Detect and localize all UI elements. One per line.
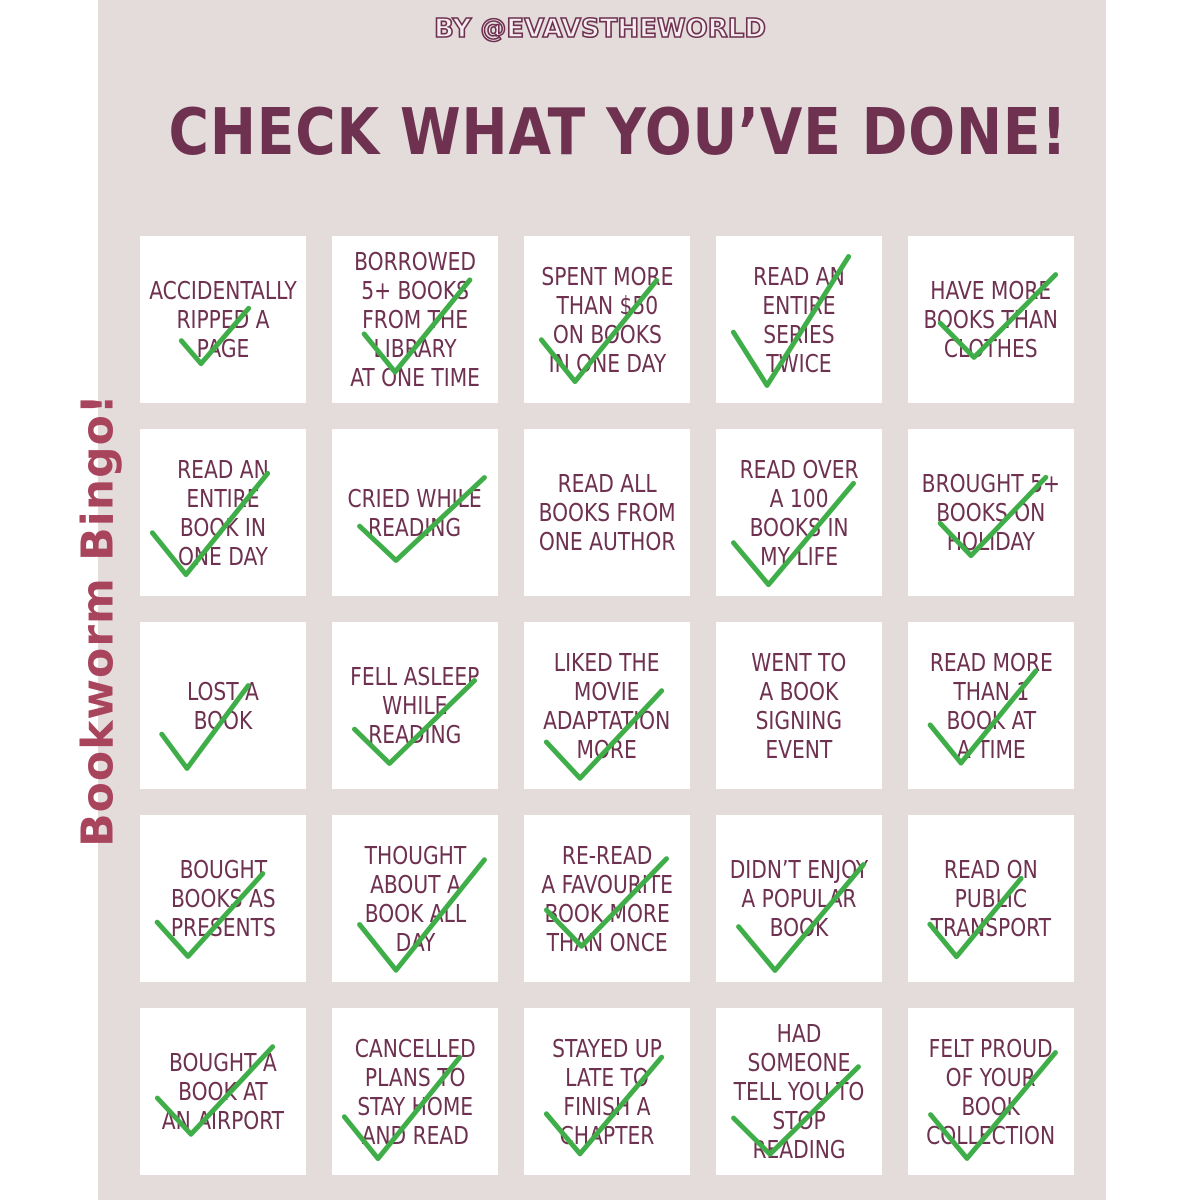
bingo-cell[interactable]: [524, 236, 690, 403]
bingo-cell[interactable]: [716, 815, 882, 982]
bingo-cell-label: READ MORE THAN 1 BOOK AT A TIME: [929, 647, 1053, 764]
bingo-cell-label: THOUGHT ABOUT A BOOK ALL DAY: [364, 840, 466, 957]
credit-line: BY @EVAVSTHEWORLD: [434, 14, 766, 44]
bingo-cell[interactable]: [716, 1008, 882, 1175]
bingo-cell-label: WENT TO A BOOK SIGNING EVENT: [751, 647, 847, 764]
bingo-cell-label: READ ON PUBLIC TRANSPORT: [930, 855, 1052, 942]
bingo-cell-label: SPENT MORE THAN $50 ON BOOKS IN ONE DAY: [540, 261, 674, 378]
bingo-cell[interactable]: [140, 429, 306, 596]
bingo-cell[interactable]: [716, 236, 882, 403]
bingo-cell[interactable]: [908, 1008, 1074, 1175]
bingo-cell-label: READ AN ENTIRE SERIES TWICE: [753, 261, 845, 378]
bingo-cell[interactable]: [908, 815, 1074, 982]
bingo-cell-label: HAVE MORE BOOKS THAN CLOTHES: [923, 276, 1059, 363]
bingo-cell-label: FELL ASLEEP WHILE READING: [350, 662, 480, 749]
bingo-cell[interactable]: [332, 815, 498, 982]
bingo-cell-label: BROUGHT 5+ BOOKS ON HOLIDAY: [921, 469, 1061, 556]
bingo-cell-label: READ ALL BOOKS FROM ONE AUTHOR: [538, 469, 676, 556]
bingo-cell[interactable]: [524, 815, 690, 982]
bingo-cell-label: ACCIDENTALLY RIPPED A PAGE: [149, 276, 297, 363]
bingo-cell[interactable]: [524, 622, 690, 789]
bingo-cell-label: LIKED THE MOVIE ADAPTATION MORE: [543, 647, 671, 764]
bingo-cell-label: RE-READ A FAVOURITE BOOK MORE THAN ONCE: [541, 840, 673, 957]
bingo-cell-label: HAD SOMEONE TELL YOU TO STOP READING: [733, 1019, 865, 1164]
bingo-cell[interactable]: [332, 1008, 498, 1175]
bingo-cell[interactable]: [332, 236, 498, 403]
bingo-grid: [140, 236, 1075, 1176]
bingo-cell[interactable]: [716, 429, 882, 596]
bingo-cell-label: CRIED WHILE READING: [347, 483, 483, 542]
bingo-cell-label: READ OVER A 100 BOOKS IN MY LIFE: [739, 454, 859, 571]
bingo-cell[interactable]: [716, 622, 882, 789]
bingo-cell-label: FELT PROUD OF YOUR BOOK COLLECTION: [926, 1033, 1056, 1150]
bingo-cell-label: READ AN ENTIRE BOOK IN ONE DAY: [177, 454, 269, 571]
bingo-cell-label: LOST A BOOK: [187, 676, 259, 735]
bingo-cell[interactable]: [908, 236, 1074, 403]
bingo-cell-label: STAYED UP LATE TO FINISH A CHAPTER: [552, 1033, 662, 1150]
bingo-cell[interactable]: [332, 622, 498, 789]
bingo-cell[interactable]: [140, 815, 306, 982]
bingo-cell[interactable]: [524, 1008, 690, 1175]
bingo-cell[interactable]: [140, 622, 306, 789]
bingo-cell[interactable]: [524, 429, 690, 596]
bingo-cell-label: BORROWED 5+ BOOKS FROM THE LIBRARY AT ONE TIME: [350, 247, 480, 392]
bingo-cell[interactable]: [140, 236, 306, 403]
bingo-cell-label: BOUGHT A BOOK AT AN AIRPORT: [161, 1048, 285, 1135]
page-title: CHECK WHAT YOU’VE DONE!: [168, 96, 1068, 170]
side-title: Bookworm Bingo!: [72, 393, 124, 847]
bingo-cell-label: CANCELLED PLANS TO STAY HOME AND READ: [354, 1033, 476, 1150]
bingo-cell[interactable]: [908, 622, 1074, 789]
bingo-cell[interactable]: [140, 1008, 306, 1175]
bingo-cell[interactable]: [332, 429, 498, 596]
bingo-cell-label: BOUGHT BOOKS AS PRESENTS: [170, 855, 276, 942]
bingo-cell[interactable]: [908, 429, 1074, 596]
bingo-cell-label: DIDN’T ENJOY A POPULAR BOOK: [729, 855, 869, 942]
